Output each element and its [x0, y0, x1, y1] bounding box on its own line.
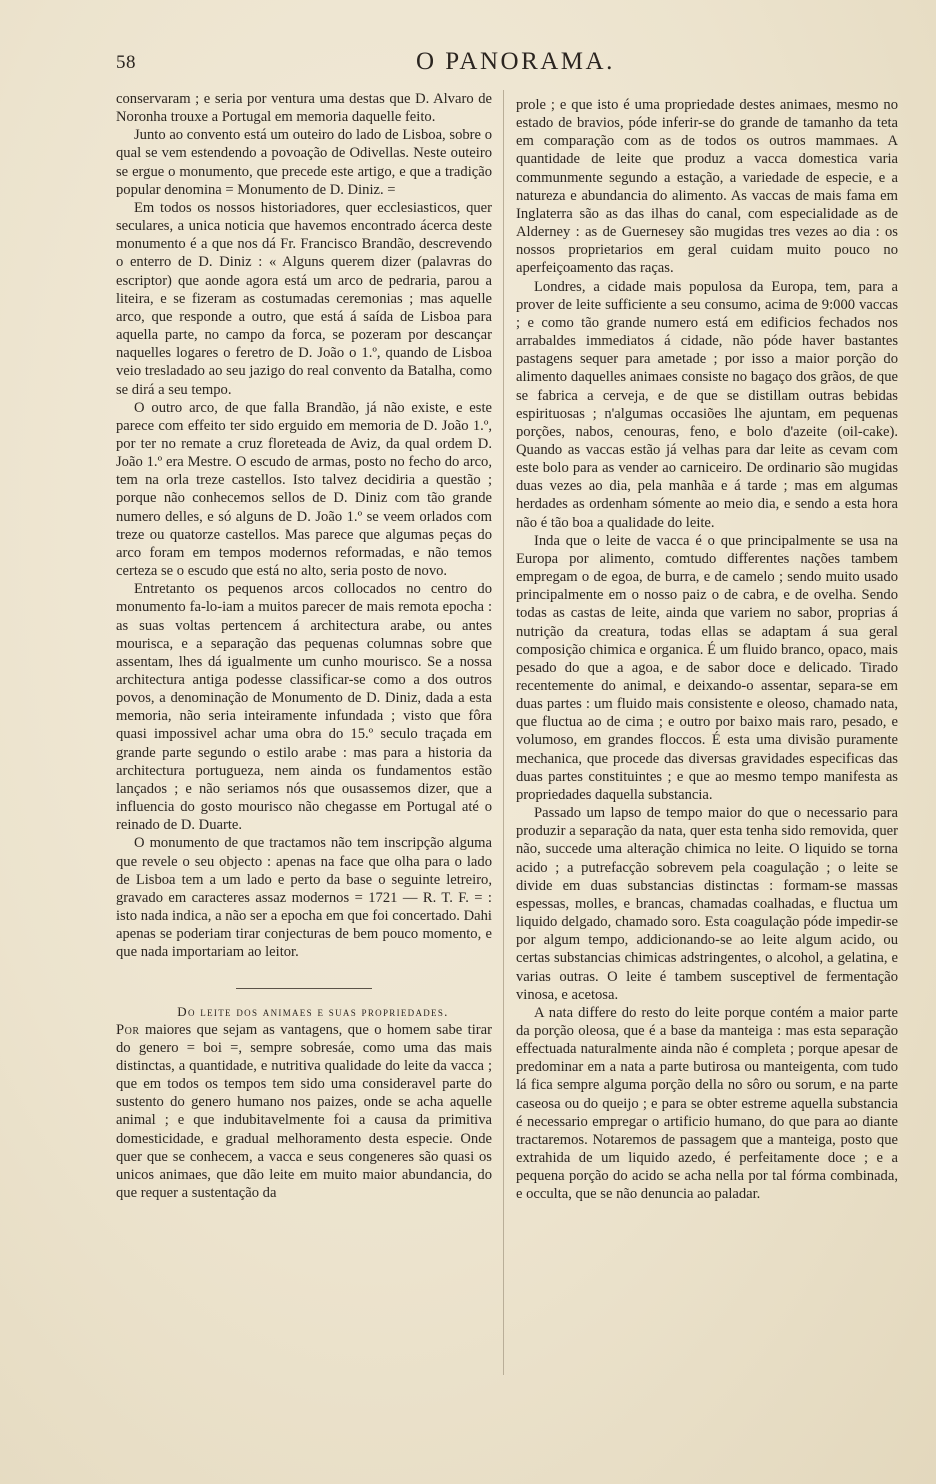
- article-paragraph: Passado um lapso de tempo maior do que o necessario para produzir a separação da nata, quer esta tenha sido removida, quer não, succede uma alteração chimica no leite. O liquido se torna acido ; a putrefacção sobrevem pela coagulação ; o leite se divide em duas substancias distinctas : formam-se massas espessas, molles, e brancas, chamadas coalhadas, e fluctua um liquido delgado, chamado soro. Esta coagulação póde impedir-se por algum tempo, addicionando-se ao leite algum acido, ou certas substancias chimicas adstringentes, o alcohol, a gelatina, e varias outras. O leite é tambem susceptivel de fermentação vinosa, e acetosa.: [516, 805, 898, 1003]
- article-paragraph: Em todos os nossos historiadores, quer ecclesiasticos, quer seculares, a unica noticia que havemos encontrado ácerca deste monumento é a que nos dá Fr. Francisco Brandão, descrevendo o enterro de D. Diniz : « Alguns querem dizer (palavras do escriptor) que aonde agora está um arco de pedraria, parou a liteira, e se fizeram as costumadas ceremonias ; mas aquelle arco, que responde a outro, que está á saída de Lisboa para aquella parte, no campo da forca, se pozeram por descançar naquelles logares o feretro de D. João o 1.º, quando de Lisboa veio tresladado ao seu jazigo do real convento da Batalha, como se dirá a seu tempo.: [116, 199, 492, 398]
- article-paragraph: A nata differe do resto do leite porque contém a maior parte da porção oleosa, que é a base da manteiga : mas esta separação effectuada naturalmente ainda não é completa ; porque apesar de predominar em a nata a parte butirosa ou manteigenta, com tudo lá fica sempre alguma porção della no sôro ou sorum, e na parte caseosa ou do queijo ; e para se obter estreme aquella substancia é necessario empregar o artificio humano, do que para ao diante tractaremos. Notaremos de passagem que a manteiga, posto que extrahida de um liquido azedo, é perfeitamente doce ; e a pequena porção do acido se acha nella por tal fórma combinada, e occulta, que se não denuncia ao paladar.: [516, 1004, 898, 1203]
- page-number: 58: [116, 52, 136, 73]
- paragraph-lead-word: Por: [116, 1021, 140, 1038]
- article-paragraph: [116, 1021, 492, 1203]
- article-paragraph: Londres, a cidade mais populosa da Europa, tem, para a prover de leite sufficiente a seu consumo, acima de 9:000 vaccas ; e como tão grande numero está em edificios fechados nos arrabaldes immediatos á cidade, não póde haver bastantes pastagens sequer para ametade ; por isso a maior porção do alimento daquelles animaes consiste no bagaço dos grãos, de que se fabrica a cerveja, e de que se distillam outras bebidas espirituosas ; n'algumas occasiões lhe ajuntam, em pequenas porções, nabos, cenouras, feno, e bolo d'azeite (oil-cake). Quando as vaccas estão já velhas para dar leite as cevam com este bolo para as vender ao carniceiro. De ordinario são mugidas duas vezes ao dia, pela manhãa e á tarde ; mas em algumas herdades as ordenham sómente ao meio dia, e sendo a esta hora não é tão boa a qualidade do leite.: [516, 278, 898, 531]
- page-header: [116, 48, 836, 80]
- section-heading: Do leite dos animaes e suas propriedades.: [177, 1003, 449, 1019]
- paragraph-body: maiores que sejam as vantagens, que o homem sabe tirar do genero = boi =, sempre sobresáe, como uma das mais distinctas, a quantidade, e nutritiva qualidade do leite da vacca ; que em todos os tempos tem sido uma consideravel parte do sustento do genero humano nos paizes, onde se acha aquelle animal ; e que indubitavelmente foi a causa da primitiva domesticidade, e gradual melhoramento desta especie. Onde quer que se conhecem, a vacca e seus congeneres são quasi os unicos animaes, que dão leite em muito maior abundancia, do que requer a sustentação da: [116, 1021, 492, 1202]
- article-paragraph: Inda que o leite de vacca é o que principalmente se usa na Europa por alimento, comtudo differentes nações tambem empregam o de egoa, de burra, e de camelo ; sendo muito usado principalmente em o nosso paiz o de cabra, e de ovelha. Sendo todas as castas de leite, ainda que variem no sabor, proprias á nutrição da creatura, todas ellas se adaptam á sua geral composição chimica e organica. É um fluido branco, opaco, mais pesado do que a agoa, e de sabor doce e delicado. Tirado recentemente do animal, e deixando-o assentar, separa-se em duas partes : um fluido mais consistente e oleoso, chamado nata, que fluctua ao de cima ; e outro por baixo mais raro, pesado, e volumoso, em grandes floccos. É esta uma divisão puramente mechanica, que procede das diversas gravidades especificas das duas partes constituintes ; e que ao mesmo tempo manifesta as propriedades daquella substancia.: [516, 532, 898, 803]
- section-separator-rule: [236, 988, 372, 989]
- journal-title: O PANORAMA.: [416, 48, 615, 75]
- article-paragraph: prole ; e que isto é uma propriedade destes animaes, mesmo no estado de bravios, póde inferir-se do grande de tamanho da teta em comparação com as de todos os outros mammaes. A quantidade de leite que produz a vacca domestica varia communmente segundo a estação, a variedade de especie, e a natureza e abundancia do alimento. As vaccas de mais fama em Inglaterra são as das ilhas do canal, com especialidade as de Alderney : as de Guernesey são mugidas tres vezes ao dia : os nossos proprietarios em geral cuidam muito pouco no aperfeiçoamento das raças.: [516, 97, 898, 277]
- article-paragraph: Junto ao convento está um outeiro do lado de Lisboa, sobre o qual se vem estendendo a povoação de Odivellas. Neste outeiro se ergue o monumento, que precede este artigo, e que a tradição popular denomina = Monumento de D. Diniz. =: [116, 127, 492, 198]
- article-paragraph: O monumento de que tractamos não tem inscripção alguma que revele o seu objecto : apenas na face que olha para o lado de Lisboa tem a um lado e perto da base o seguinte letreiro, gravado em caracteres assaz modernos = 1721 — R. T. F. = : isto nada indica, a não ser a epocha em que foi concertado. Dahi apenas se poderiam tirar conjecturas de bem pouco momento, e que nada importariam ao leitor.: [116, 835, 492, 961]
- article-paragraph: O outro arco, de que falla Brandão, já não existe, e este parece com effeito ter sido erguido em memoria de D. João 1.º, por ter no remate a cruz floreteada de Aviz, da qual ordem D. João 1.º era Mestre. O escudo de armas, posto no fecho do arco, tem na orla treze castellos. Isto talvez decidiria a questão ; porque não conhecemos sellos de D. Diniz com tão grande numero delles, e só alguns de D. João 1.º se veem orlados com treze ou quatorze castellos. Mas parece que algumas peças do arco foram em tempos modernos reformadas, e não temos certeza se o escudo que está no alto, seria posto de novo.: [116, 399, 492, 580]
- article-paragraph: conservaram ; e seria por ventura uma destas que D. Alvaro de Noronha trouxe a Portugal em memoria daquelle feito.: [116, 91, 492, 126]
- column-divider: [503, 90, 504, 1375]
- right-column: [516, 96, 898, 1204]
- left-column: [116, 90, 492, 1202]
- article-paragraph: Entretanto os pequenos arcos collocados no centro do monumento fa-lo-iam a muitos parecer de mais remota epocha : as suas voltas pertencem á architectura arabe, ou antes mourisca, e a separação das pequenas columnas sobre que assentam, lhes dá igualmente um cunho mourisco. Se a nossa architectura antiga podesse classificar-se como a dos outros povos, a denominação de Monumento de D. Diniz, dada a esta memoria, não seria inteiramente infundada ; visto que fôra quasi impossivel achar uma obra do 15.º seculo traçada em grande parte segundo o estilo arabe : mas para a historia da architectura portugueza, nem ainda os fundamentos estão lançados ; e não seriamos nós que ousassemos dizer, que a influencia do gosto mourisco não chegasse em Portugal até o reinado de D. Duarte.: [116, 581, 492, 834]
